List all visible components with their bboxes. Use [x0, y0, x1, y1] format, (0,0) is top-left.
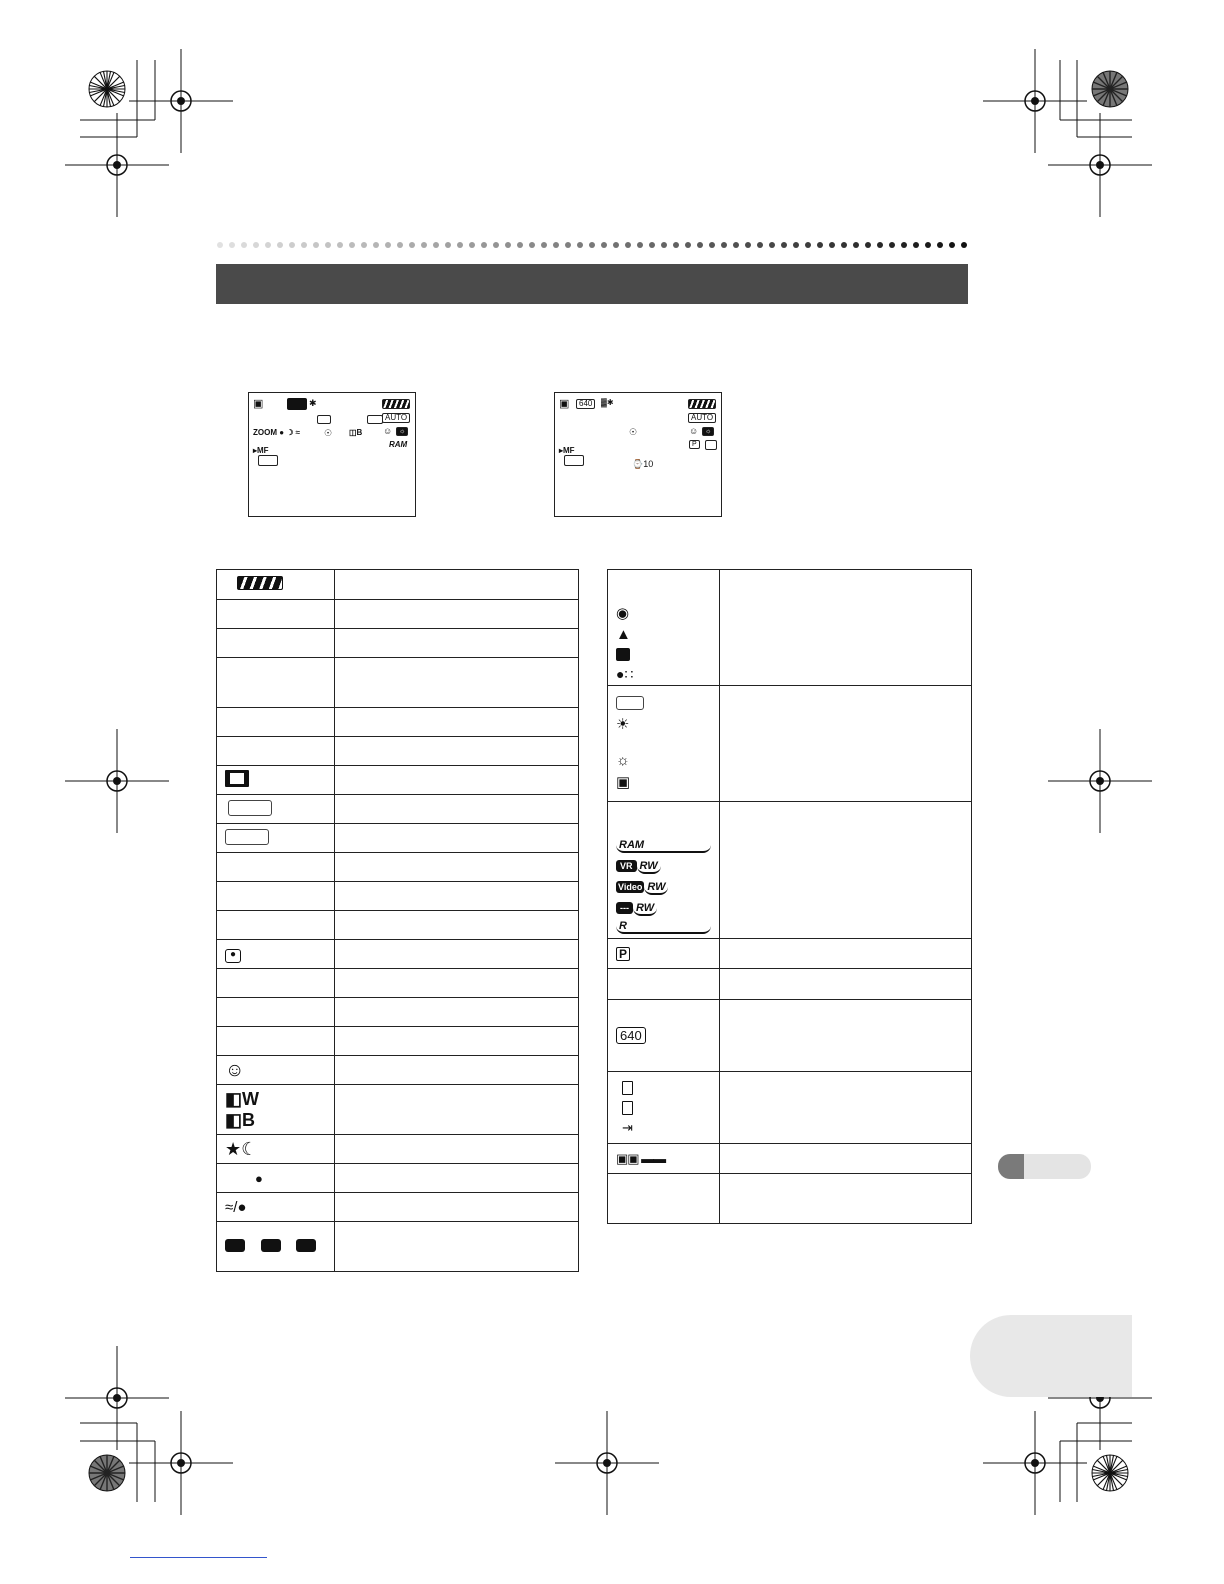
scene-mode-icons	[616, 606, 711, 681]
outline-box-icon	[225, 829, 269, 845]
indoor-icon: ☀	[616, 716, 630, 733]
battery-icon	[688, 399, 716, 409]
eye-icon: ☉	[629, 427, 638, 437]
camcorder-icon: ▣	[253, 398, 264, 410]
fade-icon: ◫B	[349, 428, 363, 437]
dotted-rule	[216, 241, 968, 249]
size-icon: 640	[576, 399, 595, 409]
outdoor-icon: ☼	[616, 752, 630, 769]
video-rw-icon: Video RW	[616, 878, 711, 895]
print-icon: P	[689, 440, 700, 449]
print-icon: P	[616, 947, 630, 961]
battery-cell	[217, 570, 335, 600]
mic-icon: ●	[255, 1170, 263, 1186]
scene-icon: ✱	[309, 398, 317, 408]
recording-mode-badge	[287, 398, 307, 410]
zoom-mic-night-icons: ZOOM ● ☽ ≈	[253, 428, 301, 437]
blank-cell	[217, 882, 335, 911]
outline-box-icon	[228, 800, 272, 816]
blank-cell	[217, 853, 335, 882]
auto-icon: AUTO	[382, 413, 410, 423]
blank-cell	[217, 911, 335, 940]
self-timer-icon: ⌚10	[632, 459, 654, 469]
dark-button	[225, 1239, 245, 1252]
fade-white-icon: ◧W	[225, 1089, 260, 1109]
soft-skin-icon: ☺	[225, 1059, 245, 1081]
blank-cell	[217, 658, 335, 708]
dark-button	[261, 1239, 281, 1252]
quality-icons: ▣▣ ▬▬	[616, 1151, 666, 1166]
screen-still-picture	[554, 392, 722, 517]
low-light-icon	[616, 648, 630, 661]
wind-cut-icon: ≈/●	[225, 1198, 247, 1216]
footer-underline	[130, 1557, 267, 1558]
portrait-icon: ▲	[616, 626, 631, 643]
eye-icon: ☉	[324, 428, 333, 438]
manual-wb-icon: ▣	[616, 774, 631, 791]
blank-cell	[608, 969, 720, 1000]
ram-disc-icon: RAM	[389, 440, 408, 449]
dark-button	[296, 1239, 316, 1252]
card-icon	[622, 1081, 633, 1095]
fade-icons	[225, 1090, 326, 1129]
card-icon	[705, 440, 717, 450]
side-tab-marker	[998, 1154, 1024, 1179]
fade-black-icon: ◧B	[225, 1110, 256, 1130]
soft-skin-icon: ☺	[689, 426, 699, 436]
quality-icon: ▓✱	[601, 398, 614, 407]
blank-cell	[217, 1027, 335, 1056]
blank-cell	[217, 998, 335, 1027]
backlight-icon: ●	[225, 949, 241, 963]
left-indicator-table	[216, 569, 579, 1272]
soft-skin-icon: ☺	[383, 426, 393, 436]
wide-frame-icon	[317, 415, 331, 424]
focus-box	[258, 455, 278, 466]
wide-frame-icon	[225, 770, 249, 787]
dark-buttons-icon	[225, 1240, 316, 1255]
blank-cell	[217, 737, 335, 766]
unformatted-rw-icon: --- RW	[616, 899, 711, 916]
battery-icon	[382, 399, 410, 409]
blank-cell	[217, 600, 335, 629]
blank-cell	[217, 708, 335, 737]
disc-type-icons	[616, 839, 711, 934]
ram-disc-icon: RAM	[616, 839, 711, 853]
white-balance-icon: ☼	[396, 427, 408, 436]
battery-icon	[237, 576, 283, 590]
white-balance-icon: ☼	[702, 427, 714, 436]
spotlight-icon: ●∷	[616, 666, 634, 682]
night-icon: ★☾	[225, 1139, 258, 1159]
blank-cell	[217, 629, 335, 658]
vr-rw-icon: VR RW	[616, 857, 711, 874]
blank-cell	[608, 1174, 720, 1224]
r-disc-icon: R	[616, 920, 711, 934]
card-insert-icon: ⇥	[622, 1120, 633, 1135]
page-number-tab	[970, 1315, 1132, 1397]
backlight-icon	[367, 415, 383, 424]
right-indicator-table	[607, 569, 972, 1224]
mf-icon: ▸MF	[253, 446, 269, 455]
blank-cell	[217, 969, 335, 998]
battery-description	[335, 570, 579, 600]
white-balance-icons	[616, 696, 711, 790]
screen-motion-picture	[248, 392, 416, 517]
section-heading-bar	[216, 264, 968, 304]
camera-icon: ▣	[559, 398, 570, 410]
mf-icon: ▸MF	[559, 446, 575, 455]
card-icon	[622, 1101, 633, 1115]
auto-icon: AUTO	[688, 413, 716, 423]
focus-box	[564, 455, 584, 466]
size-icon: 640	[616, 1027, 646, 1044]
sports-icon: ◉	[616, 605, 630, 622]
auto-wb-icon	[616, 696, 644, 710]
card-icons	[622, 1081, 711, 1134]
